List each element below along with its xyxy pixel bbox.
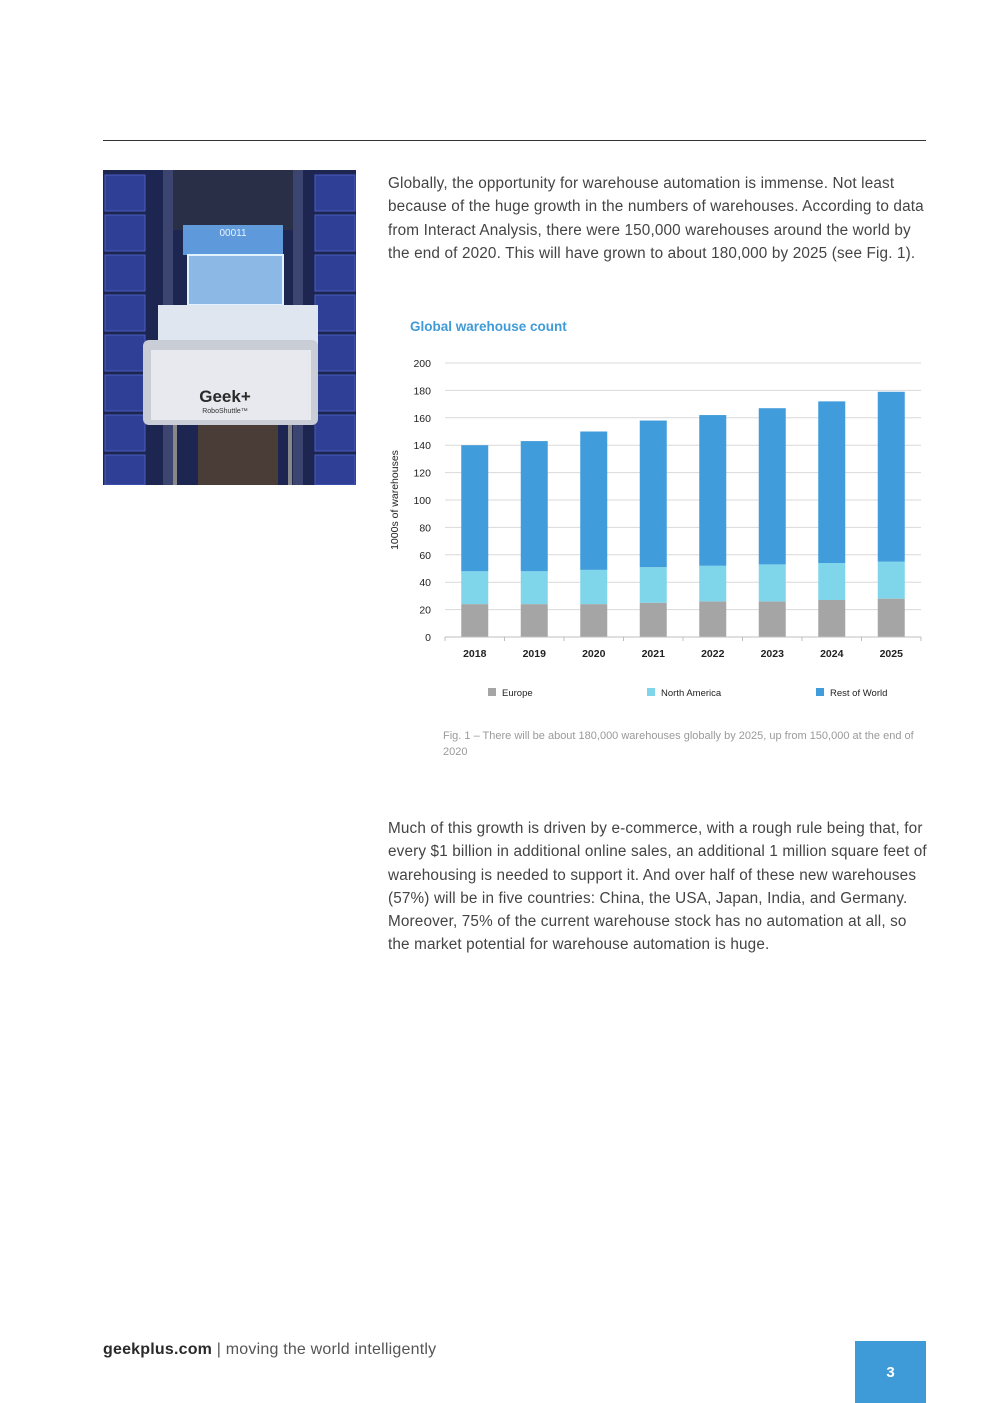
bar-north-america-2023 (759, 564, 786, 601)
bar-north-america-2020 (580, 570, 607, 604)
footer (103, 1341, 436, 1359)
bar-rest-of-world-2024 (818, 401, 845, 563)
y-tick-label: 40 (419, 577, 431, 590)
robot-product-label: RoboShuttle™ (202, 408, 248, 415)
y-tick-label: 200 (413, 358, 431, 370)
bar-europe-2019 (521, 604, 548, 637)
y-tick-label: 160 (413, 412, 431, 425)
bar-north-america-2022 (699, 566, 726, 602)
bar-north-america-2025 (878, 562, 905, 599)
figure-caption: Fig. 1 – There will be about 180,000 warehouses globally by 2025, up from 150,000 at the end of 2020 (443, 730, 914, 758)
bar-north-america-2019 (521, 571, 548, 604)
bar-europe-2024 (818, 600, 845, 637)
chart-x-ticks (445, 637, 921, 660)
legend-swatch (488, 688, 496, 696)
legend-label: Rest of World (830, 688, 888, 699)
bar-rest-of-world-2020 (580, 432, 607, 570)
bar-rest-of-world-2023 (759, 408, 786, 564)
header-rule (103, 140, 926, 141)
robot-display-code: 00011 (219, 228, 247, 239)
y-tick-label: 140 (413, 440, 431, 453)
bar-europe-2025 (878, 599, 905, 637)
chart-bars (461, 392, 905, 637)
legend-label: Europe (502, 688, 533, 699)
chart-title: Global warehouse count (410, 319, 567, 334)
y-tick-label: 80 (419, 522, 431, 535)
bar-europe-2018 (461, 604, 488, 637)
bar-north-america-2018 (461, 571, 488, 604)
bar-europe-2022 (699, 601, 726, 637)
bar-north-america-2021 (640, 567, 667, 603)
footer-separator: | (212, 1341, 226, 1358)
chart-y-ticks (413, 358, 431, 644)
growth-paragraph: Much of this growth is driven by e-commerce, with a rough rule being that, for every $1 billion in additional online sales, an additional 1 million square feet of warehousing is needed to support it. And over half of these new warehouses (57%) will be in five countries: China, the USA, Japan, India, and Germany. Moreover, 75% of the current warehouse stock has no automation at all, so the market potential for warehouse automation is huge. (388, 820, 927, 954)
bar-rest-of-world-2022 (699, 415, 726, 566)
robot-photo-illustration (103, 170, 356, 485)
bar-europe-2021 (640, 603, 667, 637)
footer-site[interactable]: geekplus.com (103, 1341, 213, 1358)
x-tick-label: 2023 (760, 648, 784, 660)
y-tick-label: 0 (425, 632, 431, 644)
footer-tagline: moving the world intelligently (225, 1341, 437, 1358)
y-tick-label: 180 (413, 385, 431, 398)
x-tick-label: 2024 (820, 648, 844, 660)
bar-rest-of-world-2019 (521, 441, 548, 571)
bar-rest-of-world-2025 (878, 392, 905, 562)
x-tick-label: 2019 (522, 648, 546, 660)
bar-rest-of-world-2018 (461, 445, 488, 571)
bar-north-america-2024 (818, 563, 845, 600)
chart-y-axis-label: 1000s of warehouses (389, 450, 401, 550)
y-tick-label: 120 (413, 467, 431, 480)
page-number: 3 (855, 1341, 926, 1403)
y-tick-label: 20 (419, 604, 431, 617)
bar-europe-2020 (580, 604, 607, 637)
robot-photo (103, 170, 356, 485)
y-tick-label: 60 (419, 549, 431, 562)
x-tick-label: 2025 (879, 648, 903, 660)
bar-rest-of-world-2021 (640, 421, 667, 568)
legend-swatch (647, 688, 655, 696)
x-tick-label: 2022 (701, 648, 725, 660)
x-tick-label: 2018 (463, 648, 487, 660)
legend-label: North America (661, 688, 722, 699)
x-tick-label: 2021 (641, 648, 665, 660)
bar-europe-2023 (759, 601, 786, 637)
x-tick-label: 2020 (582, 648, 606, 660)
legend-swatch (816, 688, 824, 696)
chart-gridlines (445, 363, 921, 610)
warehouse-count-chart (380, 345, 935, 710)
robot-brand-logo: Geek+ (199, 387, 251, 406)
chart-legend (488, 688, 887, 699)
intro-paragraph: Globally, the opportunity for warehouse automation is immense. Not least because of the huge growth in the numbers of warehouses. According to data from Interact Analysis, there were 150,000 warehouses around the world by the end of 2020. This will have grown to about 180,000 by 2025 (see Fig. 1). (388, 175, 924, 262)
y-tick-label: 100 (413, 495, 431, 507)
